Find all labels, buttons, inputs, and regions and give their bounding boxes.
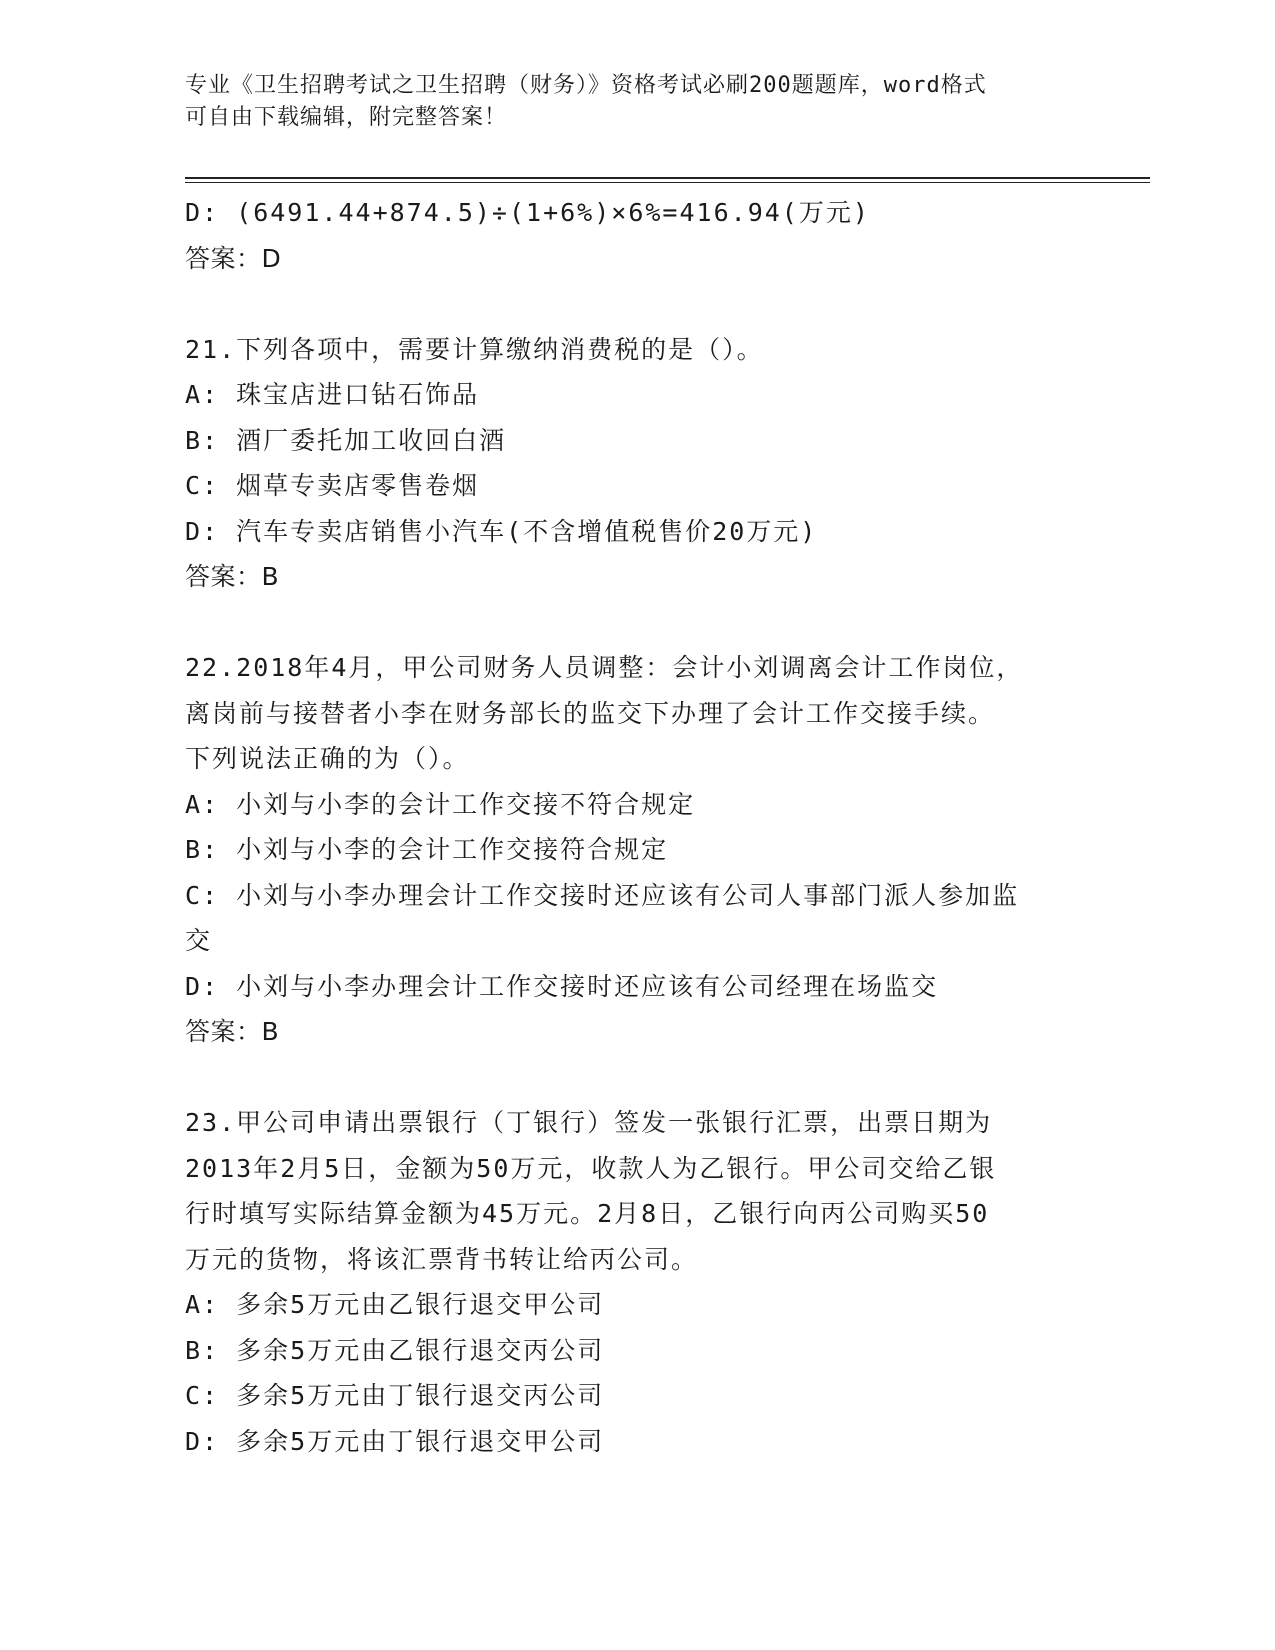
- q21-option-c: C: 烟草专卖店零售卷烟: [185, 471, 480, 500]
- q23-option-d: D: 多余5万元由丁银行退交甲公司: [185, 1426, 605, 1456]
- header-divider-thin: [185, 182, 1150, 183]
- q22-answer: 答案：B: [185, 1017, 280, 1046]
- q23-option-a: A: 多余5万元由乙银行退交甲公司: [185, 1290, 605, 1319]
- q23-option-c: C: 多余5万元由丁银行退交丙公司: [185, 1381, 605, 1410]
- q22-stem-line-3: 下列说法正确的为（）。: [185, 744, 470, 773]
- spacer: [185, 281, 1085, 327]
- header-title-line-2: 可自由下载编辑，附完整答案！: [185, 105, 508, 130]
- q22-stem-line-1: 22.2018年4月，甲公司财务人员调整：会计小刘调离会计工作岗位，: [185, 653, 1024, 682]
- question-content: [185, 190, 1085, 1464]
- q21-option-d: D: 汽车专卖店销售小汽车(不含增值税售价20万元): [185, 516, 818, 546]
- prev-option-d: D: (6491.44+874.5)÷(1+6%)×6%=416.94(万元): [185, 198, 870, 227]
- prev-answer: 答案：D: [185, 243, 282, 273]
- document-header: [185, 70, 1055, 134]
- header-divider-thick: [185, 177, 1150, 179]
- spacer: [185, 600, 1085, 646]
- q22-option-c-line-1: C: 小刘与小李办理会计工作交接时还应该有公司人事部门派人参加监: [185, 880, 1020, 910]
- q23-stem-line-1: 23.甲公司申请出票银行（丁银行）签发一张银行汇票，出票日期为: [185, 1108, 993, 1137]
- q22-option-c-line-2: 交: [185, 926, 213, 955]
- q21-stem: 21.下列各项中，需要计算缴纳消费税的是（）。: [185, 334, 764, 364]
- q21-option-a: A: 珠宝店进口钻石饰品: [185, 380, 480, 409]
- q23-stem-line-2: 2013年2月5日，金额为50万元，收款人为乙银行。甲公司交给乙银: [185, 1153, 997, 1183]
- q21-answer: 答案：B: [185, 562, 280, 591]
- q22-stem-line-2: 离岗前与接替者小李在财务部长的监交下办理了会计工作交接手续。: [185, 698, 996, 728]
- q23-stem-line-4: 万元的货物，将该汇票背书转让给丙公司。: [185, 1244, 699, 1274]
- q23-option-b: B: 多余5万元由乙银行退交丙公司: [185, 1335, 605, 1365]
- q22-option-b: B: 小刘与小李的会计工作交接符合规定: [185, 835, 669, 864]
- q23-stem-line-3: 行时填写实际结算金额为45万元。2月8日，乙银行向丙公司购买50: [185, 1199, 990, 1228]
- header-title-line-1: 专业《卫生招聘考试之卫生招聘（财务）》资格考试必刷200题题库，word格式: [185, 73, 987, 98]
- q21-option-b: B: 酒厂委托加工收回白酒: [185, 425, 507, 455]
- spacer: [185, 1055, 1085, 1101]
- q22-option-a: A: 小刘与小李的会计工作交接不符合规定: [185, 789, 696, 819]
- q22-option-d: D: 小刘与小李办理会计工作交接时还应该有公司经理在场监交: [185, 971, 939, 1001]
